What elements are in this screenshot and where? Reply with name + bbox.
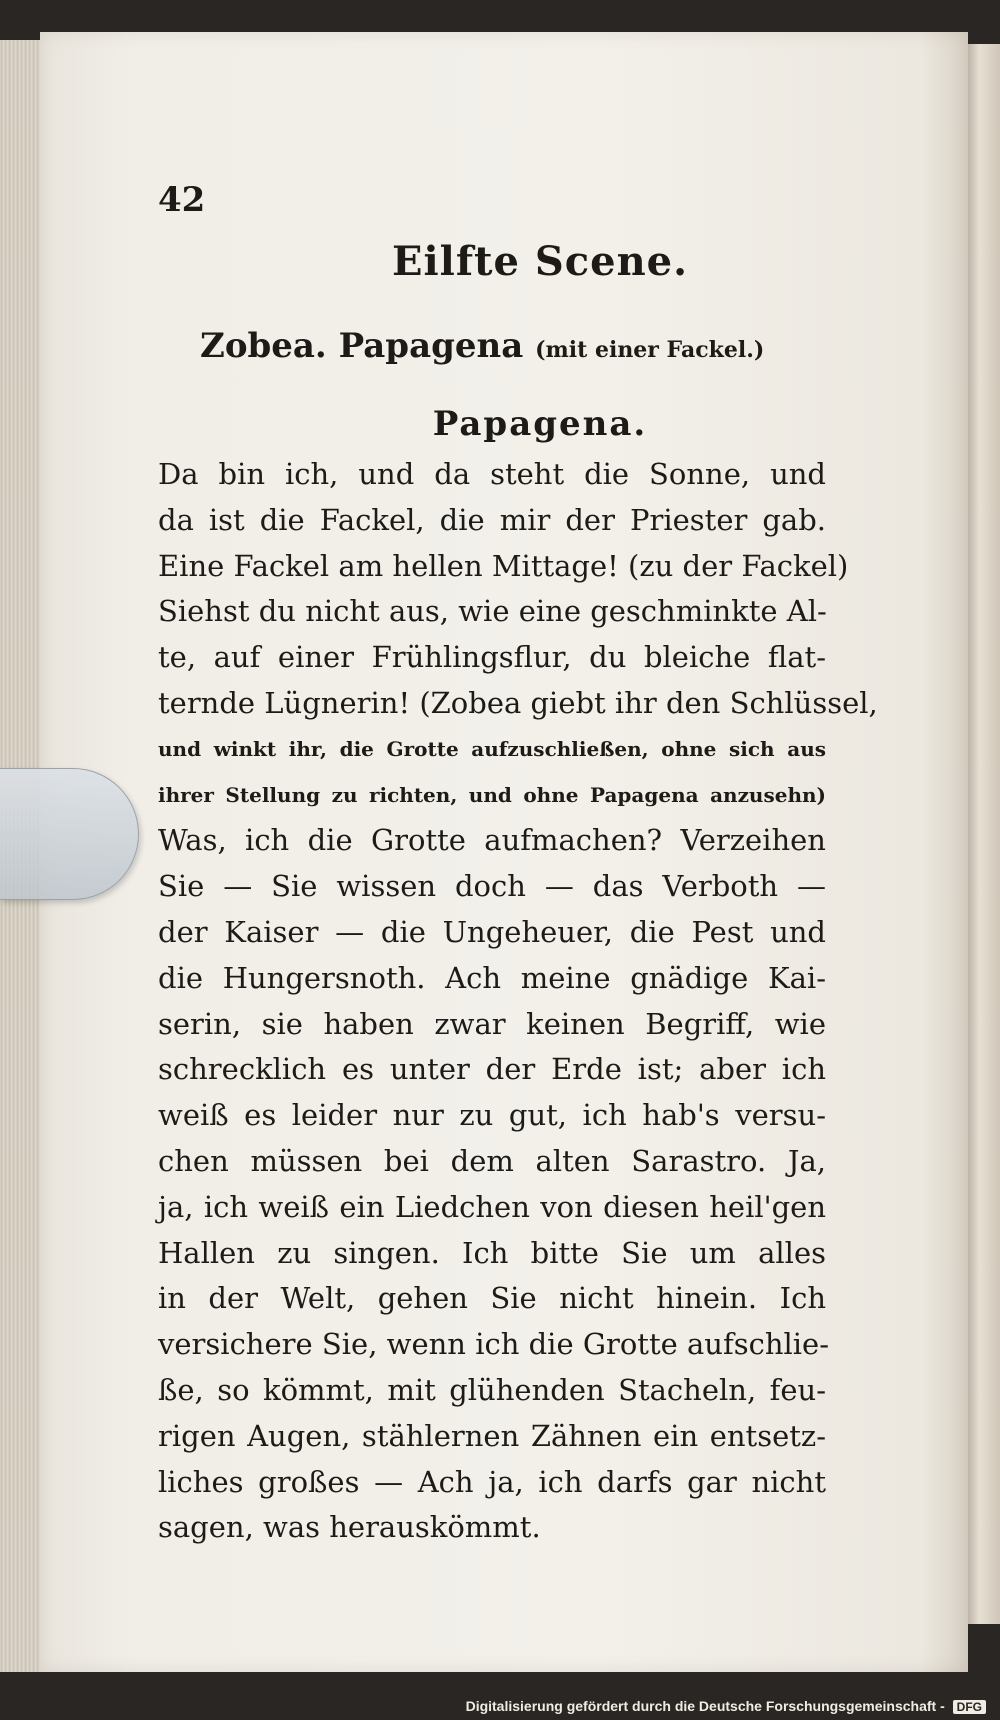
text-line: serin, sie haben zwar keinen Begriff, wie	[158, 1006, 826, 1041]
text-line: liches großes — Ach ja, ich darfs gar nicht	[158, 1464, 826, 1499]
text-line: Was, ich die Grotte aufmachen? Verzeihen	[158, 823, 826, 858]
digitization-credit	[466, 1698, 986, 1714]
text-line: der Kaiser — die Ungeheuer, die Pest und	[158, 914, 826, 949]
stage-direction: (mit einer Fackel.)	[535, 337, 765, 363]
text-line: die Hungersnoth. Ach meine gnädige Kai-	[158, 960, 826, 995]
text-line: da ist die Fackel, die mir der Priester gab.	[158, 502, 826, 537]
dialogue-text	[158, 452, 878, 1551]
credit-text: Digitalisierung gefördert durch die Deutsche Forschungsgemeinschaft -	[465, 1698, 945, 1714]
text-line: Da bin ich, und da steht die Sonne, und	[158, 457, 826, 491]
text-line: sagen, was herauskömmt.	[158, 1510, 541, 1545]
text-line: Hallen zu singen. Ich bitte Sie um alles	[158, 1235, 826, 1270]
scene-title: Eilfte Scene.	[391, 238, 689, 285]
text-line: te, auf einer Frühlingsflur, du bleiche flat-	[158, 640, 826, 675]
text-line: Eine Fackel am hellen Mittage! (zu der Fackel)	[158, 548, 849, 583]
text-line: schrecklich es unter der Erde ist; aber ich	[158, 1052, 826, 1087]
text-line: weiß es leider nur zu gut, ich hab's versu-	[158, 1098, 826, 1133]
character-list	[200, 326, 764, 366]
text-line: ternde Lügnerin! (Zobea giebt ihr den Schlüssel,	[158, 685, 878, 720]
text-line: chen müssen bei dem alten Sarastro. Ja,	[158, 1143, 826, 1178]
text-line: und winkt ihr, die Grotte aufzuschließen, ohne sich aus	[158, 736, 826, 761]
text-line: versichere Sie, wenn ich die Grotte aufschlie-	[158, 1327, 830, 1362]
text-line: in der Welt, gehen Sie nicht hinein. Ich	[158, 1281, 826, 1316]
dfg-logo: DFG	[953, 1700, 986, 1714]
text-line: ja, ich weiß ein Liedchen von diesen heil'gen	[158, 1189, 826, 1224]
text-line: rigen Augen, stählernen Zähnen ein entsetz-	[158, 1418, 826, 1453]
text-line: Sie — Sie wissen doch — das Verboth —	[158, 869, 826, 904]
speaker-name: Papagena.	[432, 404, 648, 444]
bookmark-tab	[0, 768, 139, 900]
page-number: 42	[158, 180, 206, 220]
character-names: Zobea. Papagena	[200, 326, 524, 366]
text-line: ße, so kömmt, mit glühenden Stacheln, feu-	[158, 1372, 826, 1407]
text-line: ihrer Stellung zu richten, und ohne Papagena anzusehn)	[158, 782, 826, 807]
text-line: Siehst du nicht aus, wie eine geschminkte Al-	[158, 594, 827, 629]
